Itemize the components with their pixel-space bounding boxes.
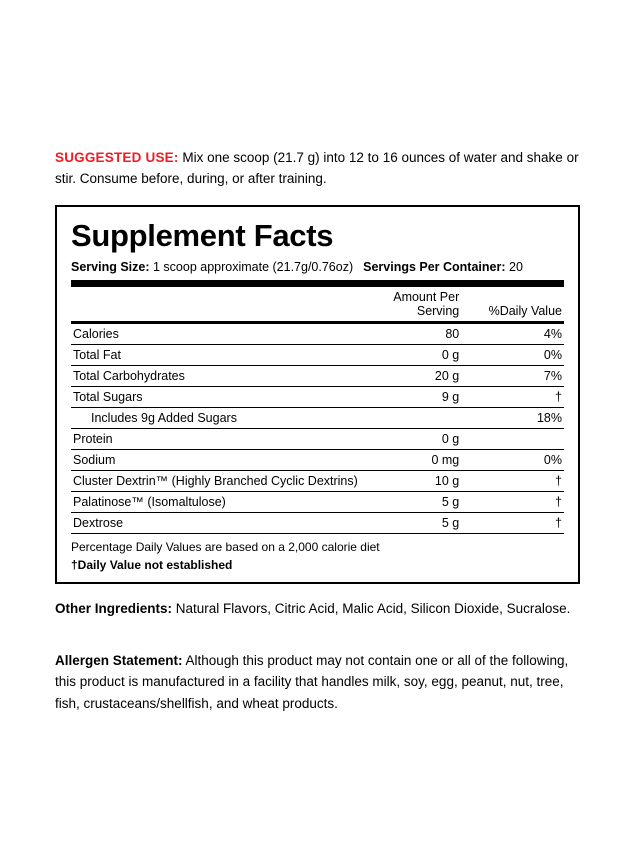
- table-row: [71, 450, 564, 471]
- table-row: [71, 324, 564, 345]
- supplement-facts-title: Supplement Facts: [71, 218, 334, 253]
- row-name: Total Carbohydrates: [71, 366, 367, 387]
- table-row: [71, 471, 564, 492]
- allergen-statement-label: Allergen Statement:: [55, 653, 183, 668]
- row-amount: 0 g: [367, 429, 475, 450]
- table-row: [71, 429, 564, 450]
- row-daily-value: †: [475, 471, 564, 492]
- row-amount: 0 mg: [367, 450, 475, 471]
- row-name: Calories: [71, 324, 367, 345]
- panel-thick-rule: [71, 280, 564, 287]
- nutrition-rows: [71, 324, 564, 534]
- row-amount: 0 g: [367, 345, 475, 366]
- table-header-row: [71, 287, 564, 321]
- footnote-dv-not-established: †Daily Value not established: [71, 557, 233, 572]
- row-amount: 9 g: [367, 387, 475, 408]
- row-daily-value: †: [475, 387, 564, 408]
- panel-footnotes: [71, 534, 564, 574]
- row-daily-value: †: [475, 492, 564, 513]
- row-daily-value: †: [475, 513, 564, 534]
- footnote-daily-values: Percentage Daily Values are based on a 2,000 calorie diet: [71, 540, 380, 555]
- row-name: Total Fat: [71, 345, 367, 366]
- row-name: Dextrose: [71, 513, 367, 534]
- row-name: Cluster Dextrin™ (Highly Branched Cyclic Dextrins): [71, 471, 367, 492]
- row-daily-value: 0%: [475, 450, 564, 471]
- table-row: [71, 492, 564, 513]
- row-daily-value: 18%: [475, 408, 564, 429]
- serving-info: [71, 259, 564, 275]
- column-header-nutrient: [71, 287, 367, 321]
- servings-per-container-label: Servings Per Container:: [363, 260, 506, 275]
- row-name: Total Sugars: [71, 387, 367, 408]
- row-amount: 5 g: [367, 492, 475, 513]
- table-row: [71, 345, 564, 366]
- table-row: [71, 387, 564, 408]
- row-daily-value: 0%: [475, 345, 564, 366]
- row-amount: 20 g: [367, 366, 475, 387]
- row-name: Sodium: [71, 450, 367, 471]
- other-ingredients-text: Natural Flavors, Citric Acid, Malic Acid, Silicon Dioxide, Sucralose.: [172, 601, 571, 616]
- supplement-facts-panel: [55, 205, 580, 584]
- servings-per-container-value: 20: [509, 260, 523, 275]
- row-amount: 80: [367, 324, 475, 345]
- row-amount: 5 g: [367, 513, 475, 534]
- column-header-amount: Amount Per Serving: [393, 290, 460, 319]
- suggested-use-text: Mix one scoop (21.7 g) into 12 to 16 ounces of water and shake or stir. Consume before, during, or after training.: [55, 150, 579, 186]
- column-header-daily-value: %Daily Value: [488, 304, 562, 319]
- row-daily-value: [475, 429, 564, 450]
- row-name: Palatinose™ (Isomaltulose): [71, 492, 367, 513]
- row-name: Includes 9g Added Sugars: [71, 408, 367, 429]
- serving-size-value: 1 scoop approximate (21.7g/0.76oz): [152, 260, 354, 275]
- row-amount: [367, 408, 475, 429]
- serving-size-label: Serving Size:: [71, 260, 150, 275]
- nutrition-table: [71, 287, 564, 321]
- table-row: [71, 366, 564, 387]
- row-name: Protein: [71, 429, 367, 450]
- table-row: [71, 513, 564, 534]
- row-daily-value: 4%: [475, 324, 564, 345]
- suggested-use-paragraph: [55, 148, 580, 190]
- row-amount: 10 g: [367, 471, 475, 492]
- allergen-statement-text: Although this product may not contain one or all of the following, this product is manufactured in a facility that handles milk, soy, egg, peanut, nut, tree, fish, crustaceans/shellfish, and wheat products.: [55, 653, 569, 711]
- table-row: [71, 408, 564, 429]
- suggested-use-label: SUGGESTED USE:: [55, 150, 179, 165]
- row-daily-value: 7%: [475, 366, 564, 387]
- other-ingredients-paragraph: [55, 598, 580, 619]
- other-ingredients-label: Other Ingredients:: [55, 601, 173, 616]
- allergen-statement-paragraph: [55, 650, 580, 714]
